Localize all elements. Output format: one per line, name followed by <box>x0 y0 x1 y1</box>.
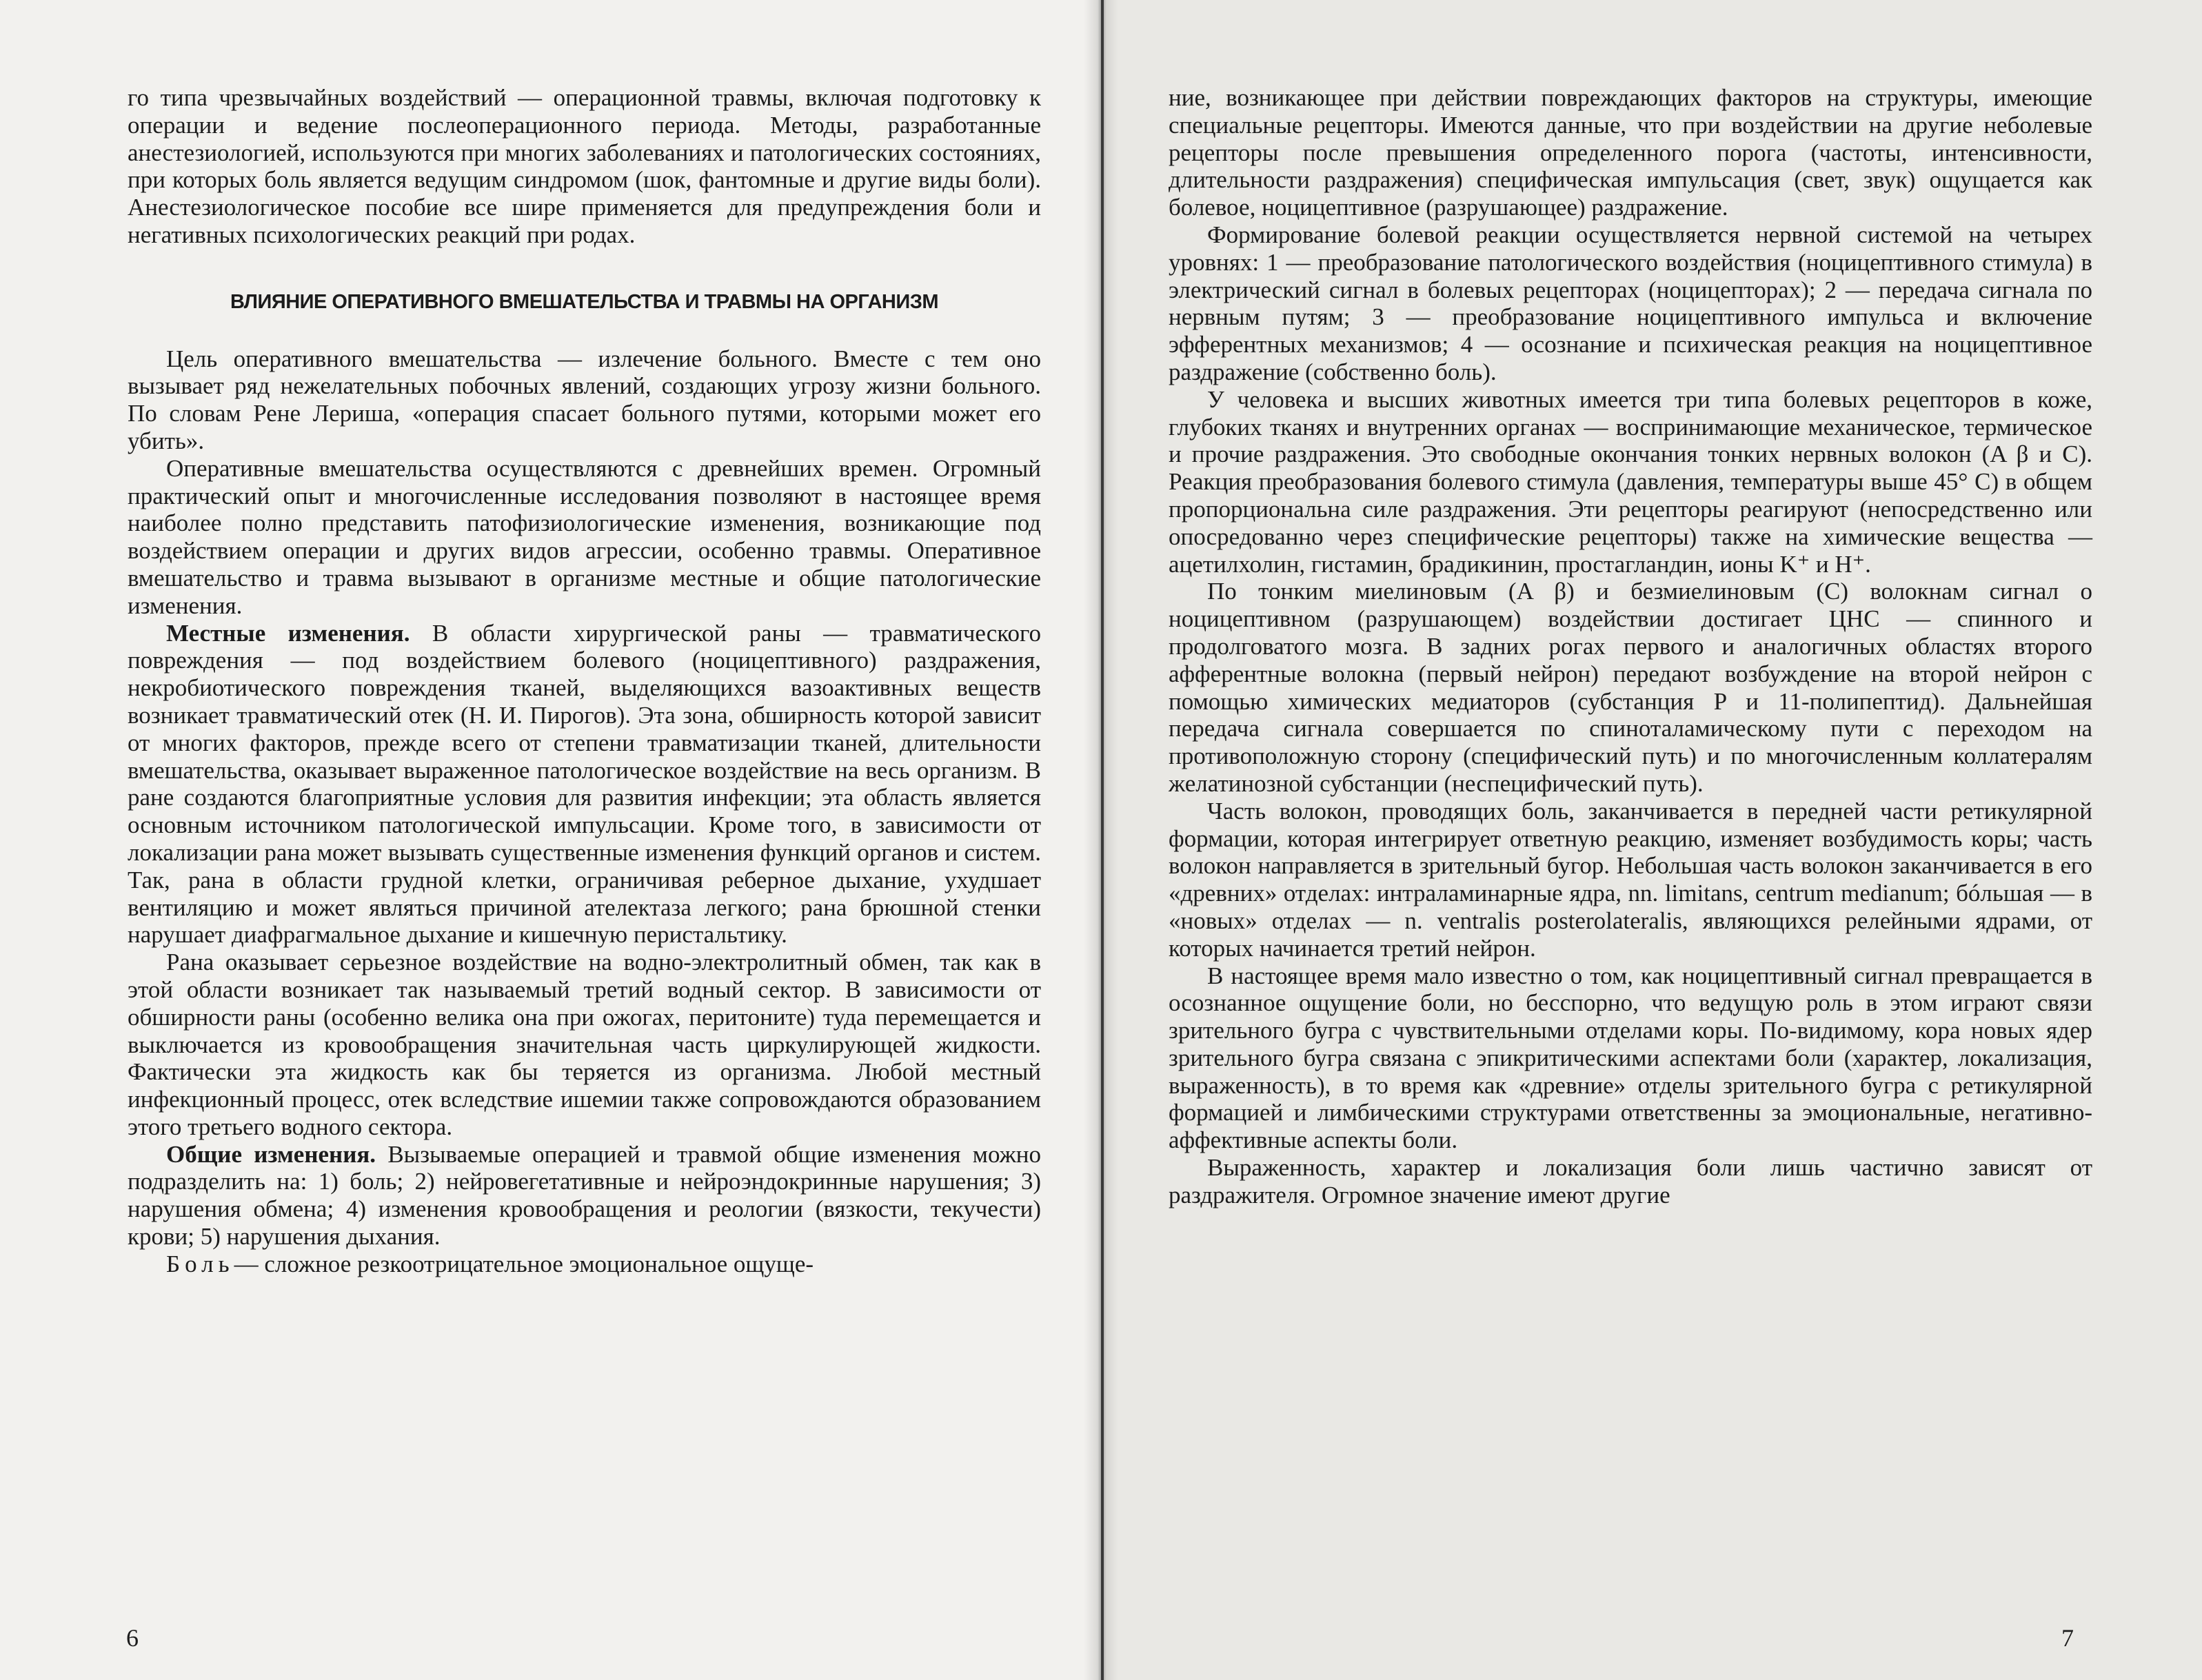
left-paragraph-1: Цель оперативного вмешательства — излечение больного. Вместе с тем оно вызывает ряд нежелательных побочных явлений, создающих угрозу жизни больного. По словам Рене Лериша, «операция спасает больного путями, которыми может его убить». <box>128 345 1041 454</box>
general-changes-text: Вызываемые операцией и травмой общие изменения можно подразделить на: 1) боль; 2) нейровегетативные и нейроэндокринные нарушения; 3) нарушения обмена; 4) изменения кровообращения и реологии (вязкости, текучести) крови; 5) нарушения дыхания. <box>128 1140 1041 1251</box>
right-paragraph-5: В настоящее время мало известно о том, как ноцицептивный сигнал превращается в осознанное ощущение боли, но бесспорно, что ведущую роль в этом играют связи зрительного бугра с чувствительными отделами коры. По-видимому, кора новых ядер зрительного бугра связана с эпикритическими аспектами боли (характер, локализация, выраженность), в то время как «древние» отделы зрительного бугра с ретикулярной формацией и лимбическими структурами ответственны за эмоциональные, негативно-аффективные аспекты боли. <box>1169 962 2092 1154</box>
left-page-text <box>128 84 1041 1278</box>
pain-text: — сложное резкоотрицательное эмоциональное ощуще- <box>234 1250 814 1277</box>
left-paragraph-5 <box>128 1141 1041 1251</box>
left-paragraph-3 <box>128 620 1041 949</box>
right-paragraph-3: По тонким миелиновым (A β) и безмиелиновым (C) волокнам сигнал о ноцицептивном (разрушающем) воздействии достигает ЦНС — спинного и продолговатого мозга. В задних рогах первого и аналогичных областях второго афферентные волокна (первый нейрон) передают возбуждение на второй нейрон с помощью химических медиаторов (субстанция P и 11-полипептид). Дальнейшая передача сигнала совершается по спиноталамическому пути с переходом на противоположную сторону (специфический путь) и по многочисленным коллатералям желатинозной субстанции (неспецифический путь). <box>1169 578 2092 797</box>
local-changes-runin: Местные изменения. <box>166 619 410 647</box>
left-paragraph-4: Рана оказывает серьезное воздействие на водно-электролитный обмен, так как в этой области возникает так называемый третий водный сектор. В зависимости от обширности раны (особенно велика она при ожогах, перитоните) туда перемещается и выключается из кровообращения значительная часть циркулирующей жидкости. Фактически эта жидкость как бы теряется из организма. Любой местный инфекционный процесс, отек вследствие ишемии также сопровождаются образованием этого третьего водного сектора. <box>128 949 1041 1140</box>
right-paragraph-2: У человека и высших животных имеется три типа болевых рецепторов в коже, глубоких тканях и внутренних органах — воспринимающие механическое, термическое и прочие раздражения. Это свободные окончания тонких нервных волокон (A β и C). Реакция преобразования болевого стимула (давления, температуры выше 45° C) в общем пропорциональна силе раздражения. Эти рецепторы реагируют (непосредственно или опосредованно через специфические рецепторы) также на химические вещества — ацетилхолин, гистамин, брадикинин, простагландин, ионы K⁺ и H⁺. <box>1169 385 2092 578</box>
right-paragraph-1: Формирование болевой реакции осуществляется нервной системой на четырех уровнях: 1 — преобразование патологического воздействия (ноцицептивного стимула) в электрический сигнал в болевых рецепторах (ноцицепторах); 2 — передача сигнала по нервным путям; 3 — преобразование ноцицептивного импульса и включение эфферентных механизмов; 4 — осознание и психическая реакция на ноцицептивное раздражение (собственно боль). <box>1169 221 2092 385</box>
right-page <box>1101 0 2202 1680</box>
page-number-right: 7 <box>2061 1624 2074 1652</box>
right-paragraph-0: ние, возникающее при действии повреждающих факторов на структуры, имеющие специальные рецепторы. Имеются данные, что при воздействии на другие неболевые рецепторы после превышения определенного порога (частоты, интенсивности, длительности раздражения) специфическая импульсация (свет, звук) ощущается как болевое, ноцицептивное (разрушающее) раздражение. <box>1169 84 2092 221</box>
local-changes-text: В области хирургической раны — травматического повреждения — под воздействием болевого (ноцицептивного) раздражения, некробиотического повреждения тканей, выделяющихся вазоактивных веществ возникает травматический отек (Н. И. Пирогов). Эта зона, обширность которой зависит от многих факторов, прежде всего от степени травматизации тканей, длительности вмешательства, оказывает выраженное патологическое воздействие на весь организм. В ране создаются благоприятные условия для развития инфекции; эта область является основным источником патологической импульсации. Кроме того, в зависимости от локализации рана может вызывать существенные изменения функций органов и систем. Так, рана в области грудной клетки, ограничивая реберное дыхание, ухудшает вентиляцию и может являться причиной ателектаза легкого; рана брюшной стенки нарушает диафрагмальное дыхание и кишечную перистальтику. <box>128 619 1042 949</box>
left-paragraph-2: Оперативные вмешательства осуществляются с древнейших времен. Огромный практический опыт и многочисленные исследования позволяют в настоящее время наиболее полно представить патофизиологические изменения, возникающие под воздействием операции и других видов агрессии, особенно травмы. Оперативное вмешательство и травма вызывают в организме местные и общие патологические изменения. <box>128 454 1041 619</box>
right-paragraph-4: Часть волокон, проводящих боль, заканчивается в передней части ретикулярной формации, которая интегрирует ответную реакцию, изменяет возбудимость коры; часть волокон направляется в зрительный бугор. Небольшая часть волокон заканчивается в его «древних» отделах: интраламинарные ядра, nn. limitans, centrum medianum; бóльшая — в «новых» отделах — n. ventralis posterolateralis, являющихся релейными ядрами, от которых начинается третий нейрон. <box>1169 797 2092 962</box>
left-intro-paragraph: го типа чрезвычайных воздействий — операционной травмы, включая подготовку к операции и ведение послеоперационного периода. Методы, разработанные анестезиологией, используются при многих заболеваниях и патологических состояниях, при которых боль является ведущим синдромом (шок, фантомные и другие виды боли). Анестезиологическое пособие все шире применяется для предупреждения боли и негативных психологических реакций при родах. <box>128 84 1041 248</box>
right-paragraph-6: Выраженность, характер и локализация боли лишь частично зависят от раздражителя. Огромное значение имеют другие <box>1169 1154 2092 1208</box>
book-spine-line <box>1101 0 1104 1680</box>
pain-runin: Боль <box>166 1250 234 1277</box>
right-page-text <box>1169 84 2092 1209</box>
general-changes-runin: Общие изменения. <box>166 1140 376 1168</box>
left-paragraph-6 <box>128 1251 1041 1278</box>
section-heading: ВЛИЯНИЕ ОПЕРАТИВНОГО ВМЕШАТЕЛЬСТВА И ТРАВМЫ НА ОРГАНИЗМ <box>230 290 939 313</box>
page-number-left: 6 <box>126 1624 139 1652</box>
